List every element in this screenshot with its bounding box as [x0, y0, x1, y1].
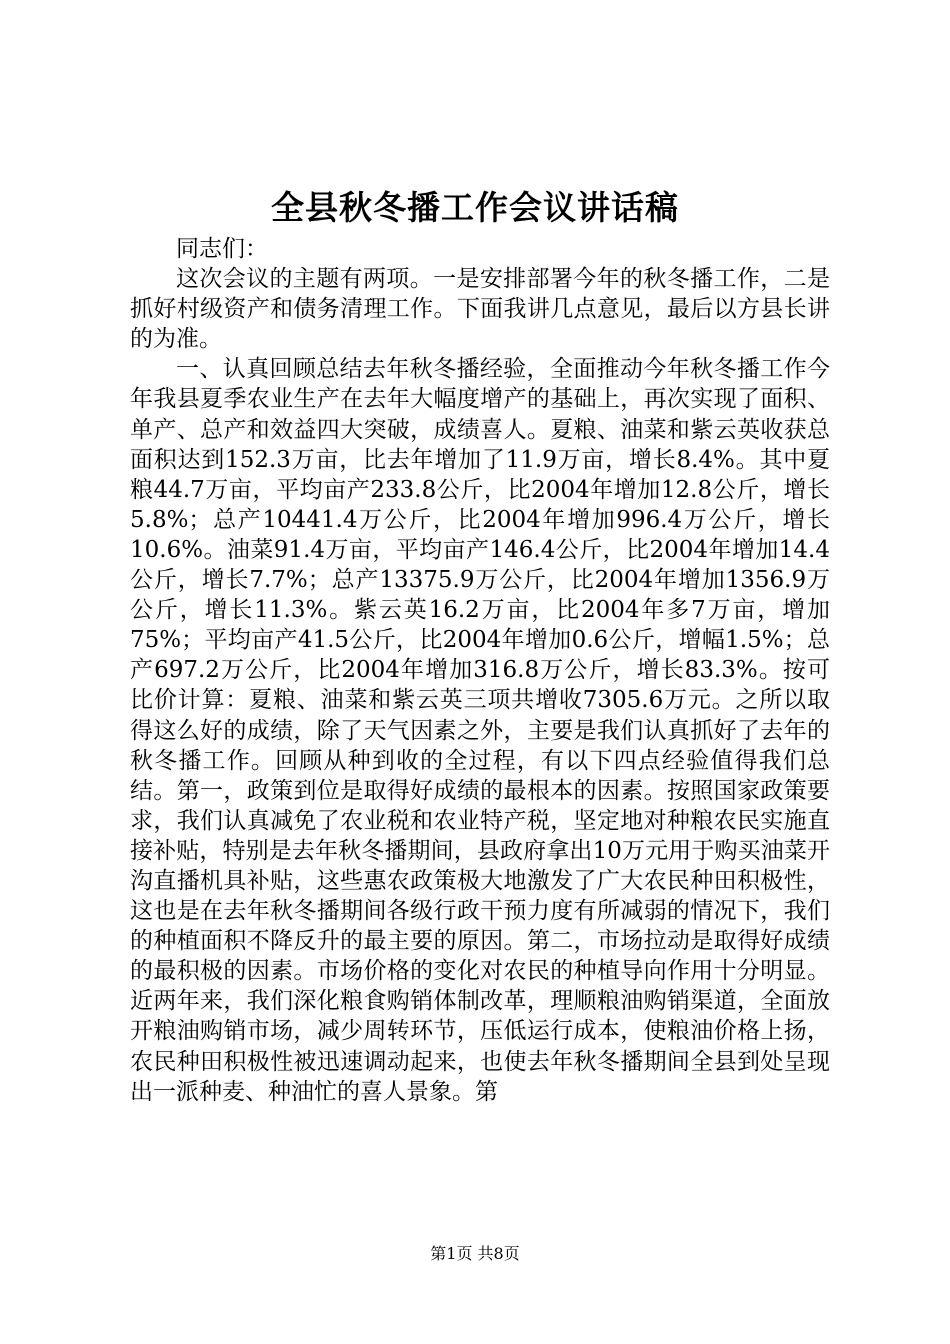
document-title: 全县秋冬播工作会议讲话稿: [271, 188, 679, 227]
page-number-footer: 第1页 共8页: [430, 1244, 520, 1263]
section-one-paragraph: 一、认真回顾总结去年秋冬播经验，全面推动今年秋冬播工作今年我县夏季农业生产在去年大幅度增产的基础上，再次实现了面积、单产、总产和效益四大突破，成绩喜人。夏粮、油菜和紫云英收获总面积达到152.3万亩，比去年增加了11.9万亩，增长8.4%。其中夏粮44.7万亩，平均亩产233.8公斤，比2004年增加12.8公斤，增长5.8%；总产10441.4万公斤，比2004年增加996.4万公斤，增长10.6%。油菜91.4万亩，平均亩产146.4公斤，比2004年增加14.4公斤，增长7.7%；总产13375.9万公斤，比2004年增加1356.9万公斤，增长11.3%。紫云英16.2万亩，比2004年多7万亩，增加75%；平均亩产41.5公斤，比2004年增加0.6公斤，增幅1.5%；总产697.2万公斤，比2004年增加316.8万公斤，增长83.3%。按可比价计算：夏粮、油菜和紫云英三项共增收7305.6万元。之所以取得这么好的成绩，除了天气因素之外，主要是我们认真抓好了去年的秋冬播工作。回顾从种到收的全过程，有以下四点经验值得我们总结。第一，政策到位是取得好成绩的最根本的因素。按照国家政策要求，我们认真减免了农业税和农业特产税，坚定地对种粮农民实施直接补贴，特别是去年秋冬播期间，县政府拿出10万元用于购买油菜开沟直播机具补贴，这些惠农政策极大地激发了广大农民种田积极性，这也是在去年秋冬播期间各级行政干预力度有所减弱的情况下，我们的种植面积不降反升的最主要的原因。第二，市场拉动是取得好成绩的最积极的因素。市场价格的变化对农民的种植导向作用十分明显。近两年来，我们深化粮食购销体制改革，理顺粮油购销渠道，全面放开粮油购销市场，减少周转环节，压低运行成本，使粮油价格上扬，农民种田积极性被迅速调动起来，也使去年秋冬播期间全县到处呈现出一派种麦、种油忙的喜人景象。第: [130, 356, 830, 1105]
intro-paragraph: 这次会议的主题有两项。一是安排部署今年的秋冬播工作，二是抓好村级资产和债务清理工作。下面我讲几点意见，最后以方县长讲的为准。: [130, 266, 830, 353]
document-body: [130, 234, 830, 1107]
salutation-paragraph: 同志们：: [176, 236, 268, 262]
